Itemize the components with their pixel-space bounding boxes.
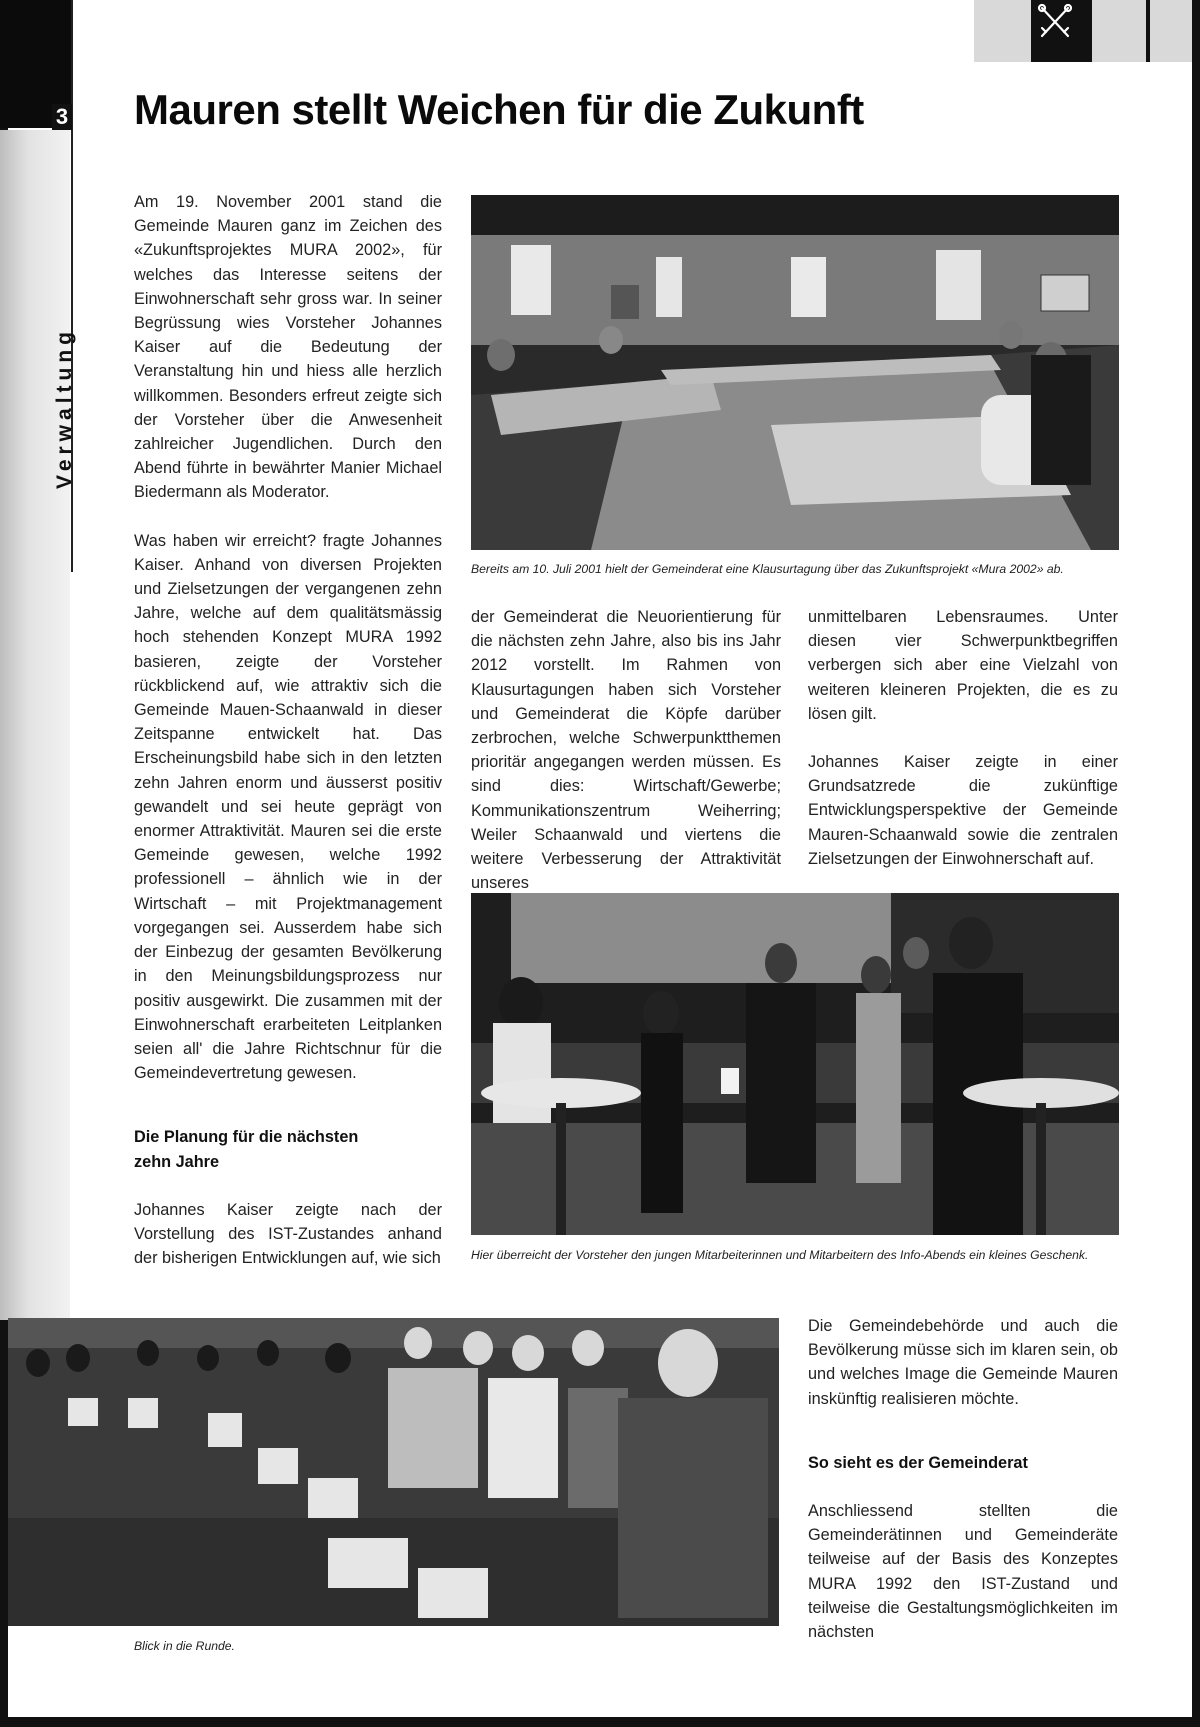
paragraph: der Gemeinderat die Neuorientierung für die nächsten zehn Jahre, also bis ins Jahr 2012 vorstellt. Im Rahmen von Klausurtagungen haben sich Vorsteher und Gemeinderat die Köpfe darüber zerbrochen, welche Schwerpunktthemen prioritär angegangen werden müssen. Es sind dies: Wirtschaft/Gewerbe; Kommunikationszentrum Weiherring; Weiler Schaanwald und viertens die weitere Verbesserung der Attraktivität unseres (471, 608, 781, 893)
audience-photo (8, 1318, 779, 1626)
page-title: Mauren stellt Weichen für die Zukunft (134, 86, 864, 133)
section-label (53, 310, 77, 505)
article-column-3-bottom (808, 1314, 1118, 1644)
paragraph: Die Gemeindebehörde und auch die Bevölkerung müsse sich im klaren sein, ob und welches Image die Gemeinde Mauren inskünftig realisieren möchte. (808, 1317, 1118, 1408)
photo-caption: Bereits am 10. Juli 2001 hielt der Gemeinderat eine Klausurtagung über das Zukunftsprojekt «Mura 2002» ab. (471, 562, 1064, 576)
article-column-2 (471, 605, 781, 895)
article-column-1 (134, 190, 442, 1270)
meeting-room-photo (471, 195, 1119, 550)
paragraph: Johannes Kaiser zeigte in einer Grundsatzrede die zukünftige Entwicklungsperspektive der Gemeinde Mauren-Schaanwald sowie die zentralen Zielsetzungen der Einwohnerschaft auf. (808, 753, 1118, 868)
paragraph: Was haben wir erreicht? fragte Johannes Kaiser. Anhand von diversen Projekten und Zielsetzungen der vergangenen zehn Jahre, welche auf dem qualitätsmässig hoch stehenden Konzept MURA 1992 basieren, zeigte der Vorsteher rückblickend auf, wie attraktiv sich die Gemeinde Mauen-Schaanwald in dieser Zeitspanne entwickelt hat. Das Erscheinungsbild habe sich in den letzten zehn Jahren enorm und äusserst positiv gewandelt und sei heute geprägt von enormer Attraktivität. Mauren sei die erste Gemeinde gewesen, welche 1992 professionell – ähnlich wie in der Wirtschaft – mit Projektmanagement vorgegangen sei. Ausserdem habe sich der Einbezug der gesamten Bevölkerung in den Meinungsbildungsprozess nur positiv ausgewirkt. Die zusammen mit der Einwohnerschaft erarbeiteten Leitplanken seien all' die Jahre Richtschnur für die Gemeindevertretung gewesen. (134, 531, 442, 1083)
subheading: Die Planung für die nächsten zehn Jahre (134, 1128, 359, 1171)
gift-ceremony-photo (471, 893, 1119, 1235)
page-number: 3 (52, 104, 72, 130)
crest-divider (1146, 0, 1150, 62)
margin-strip (0, 130, 70, 1320)
paragraph: unmittelbaren Lebensraumes. Unter diesen vier Schwerpunktbegriffen verbergen sich aber eine Vielzahl von weiteren kleineren Projekten, die es zu lösen gilt. (808, 608, 1118, 723)
page-edge-right (1192, 0, 1200, 1727)
page-edge-bottom (0, 1717, 1200, 1727)
paragraph: Am 19. November 2001 stand die Gemeinde Mauren ganz im Zeichen des «Zukunftsprojektes MURA 2002», für welches das Interesse seitens der Einwohnerschaft sehr gross war. In seiner Begrüssung wies Vorsteher Johannes Kaiser auf die Bedeutung der Veranstaltung hin und hiess alle herzlich willkommen. Besonders erfreut zeigte sich der Vorsteher über die Anwesenheit zahlreicher Jugendlichen. Durch den Abend führte in bewährter Manier Michael Biedermann als Moderator. (134, 193, 442, 502)
photo-caption: Hier überreicht der Vorsteher den jungen Mitarbeiterinnen und Mitarbeitern des Info-Abends ein kleines Geschenk. (471, 1248, 1089, 1262)
article-column-3 (808, 605, 1118, 871)
section-label-text: Verwaltung (53, 326, 76, 489)
paragraph: Anschliessend stellten die Gemeinderätinnen und Gemeinderäte teilweise auf der Basis des Konzeptes MURA 1992 den IST-Zustand und teilweise die Gestaltungsmöglichkeiten im nächsten (808, 1502, 1118, 1642)
paragraph: Johannes Kaiser zeigte nach der Vorstellung des IST-Zustandes anhand der bisherigen Entwicklungen auf, wie sich (134, 1200, 442, 1268)
photo-caption: Blick in die Runde. (134, 1639, 235, 1653)
subheading: So sieht es der Gemeinderat (808, 1453, 1028, 1472)
crest-divider (1088, 0, 1092, 62)
crossed-keys-icon (1034, 2, 1076, 42)
